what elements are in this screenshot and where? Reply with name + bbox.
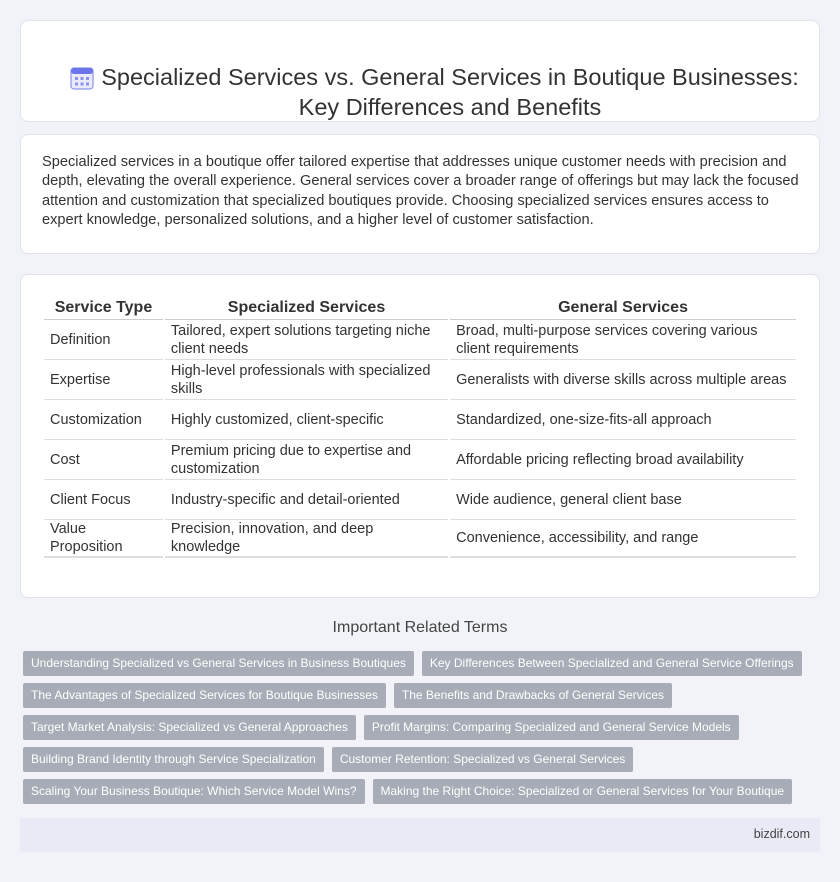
intro-paragraph: Specialized services in a boutique offer tailored expertise that addresses unique customer needs with precision and depth, elevating the overall experience. General services cover a broader range of offerings but may lack the focused attention and customization that specialized boutiques provide. Choosing specialized services ensures access to expert knowledge, personalized solutions, and a higher level of customer satisfaction.: [42, 154, 799, 228]
related-term-link[interactable]: Customer Retention: Specialized vs General Services: [332, 747, 633, 772]
cell-specialized: Tailored, expert solutions targeting niche client needs: [165, 320, 448, 360]
related-term-link[interactable]: Scaling Your Business Boutique: Which Service Model Wins?: [23, 779, 365, 804]
cell-service-type: Value Proposition: [44, 520, 163, 558]
table-row: [44, 320, 796, 360]
cell-service-type: Client Focus: [44, 480, 163, 520]
cell-specialized: Highly customized, client-specific: [165, 400, 448, 440]
table-row: [44, 520, 796, 558]
table-row: [44, 360, 796, 400]
cell-service-type: Customization: [44, 400, 163, 440]
page-title: Specialized Services vs. General Services in Boutique Businesses: Key Differences and Benefits: [101, 64, 799, 120]
cell-general: Convenience, accessibility, and range: [450, 520, 796, 558]
header-general: General Services: [450, 295, 796, 320]
related-term-link[interactable]: Building Brand Identity through Service Specialization: [23, 747, 324, 772]
related-terms-title: Important Related Terms: [332, 619, 508, 636]
comparison-table-card: [20, 274, 820, 598]
cell-specialized: Industry-specific and detail-oriented: [165, 480, 448, 520]
related-term-link[interactable]: The Benefits and Drawbacks of General Services: [394, 683, 672, 708]
related-term-link[interactable]: Target Market Analysis: Specialized vs General Approaches: [23, 715, 356, 740]
comparison-table: [42, 295, 798, 558]
related-tags-row: [23, 683, 680, 708]
cell-service-type: Cost: [44, 440, 163, 480]
related-tags-row: [23, 779, 800, 804]
related-tags-row: [23, 747, 641, 772]
footer-site-name: bizdif.com: [753, 827, 810, 841]
cell-specialized: Precision, innovation, and deep knowledge: [165, 520, 448, 558]
intro-card: [20, 134, 820, 254]
table-row: [44, 440, 796, 480]
cell-general: Broad, multi-purpose services covering various client requirements: [450, 320, 796, 360]
related-term-link[interactable]: Understanding Specialized vs General Services in Business Boutiques: [23, 651, 414, 676]
header-specialized: Specialized Services: [165, 295, 448, 320]
cell-service-type: Expertise: [44, 360, 163, 400]
header-service-type: Service Type: [44, 295, 163, 320]
related-tags-row: [23, 651, 810, 676]
cell-general: Affordable pricing reflecting broad availability: [450, 440, 796, 480]
footer-bar: [20, 818, 820, 852]
header-card: [20, 20, 820, 122]
table-header-row: [44, 295, 796, 320]
cell-specialized: Premium pricing due to expertise and customization: [165, 440, 448, 480]
related-term-link[interactable]: Profit Margins: Comparing Specialized and General Service Models: [364, 715, 739, 740]
cell-service-type: Definition: [44, 320, 163, 360]
related-term-link[interactable]: The Advantages of Specialized Services for Boutique Businesses: [23, 683, 386, 708]
cell-specialized: High-level professionals with specialized skills: [165, 360, 448, 400]
cell-general: Standardized, one-size-fits-all approach: [450, 400, 796, 440]
related-term-link[interactable]: Key Differences Between Specialized and General Service Offerings: [422, 651, 802, 676]
table-row: [44, 480, 796, 520]
cell-general: Generalists with diverse skills across multiple areas: [450, 360, 796, 400]
cell-general: Wide audience, general client base: [450, 480, 796, 520]
table-row: [44, 400, 796, 440]
related-term-link[interactable]: Making the Right Choice: Specialized or General Services for Your Boutique: [373, 779, 793, 804]
related-tags-row: [23, 715, 747, 740]
